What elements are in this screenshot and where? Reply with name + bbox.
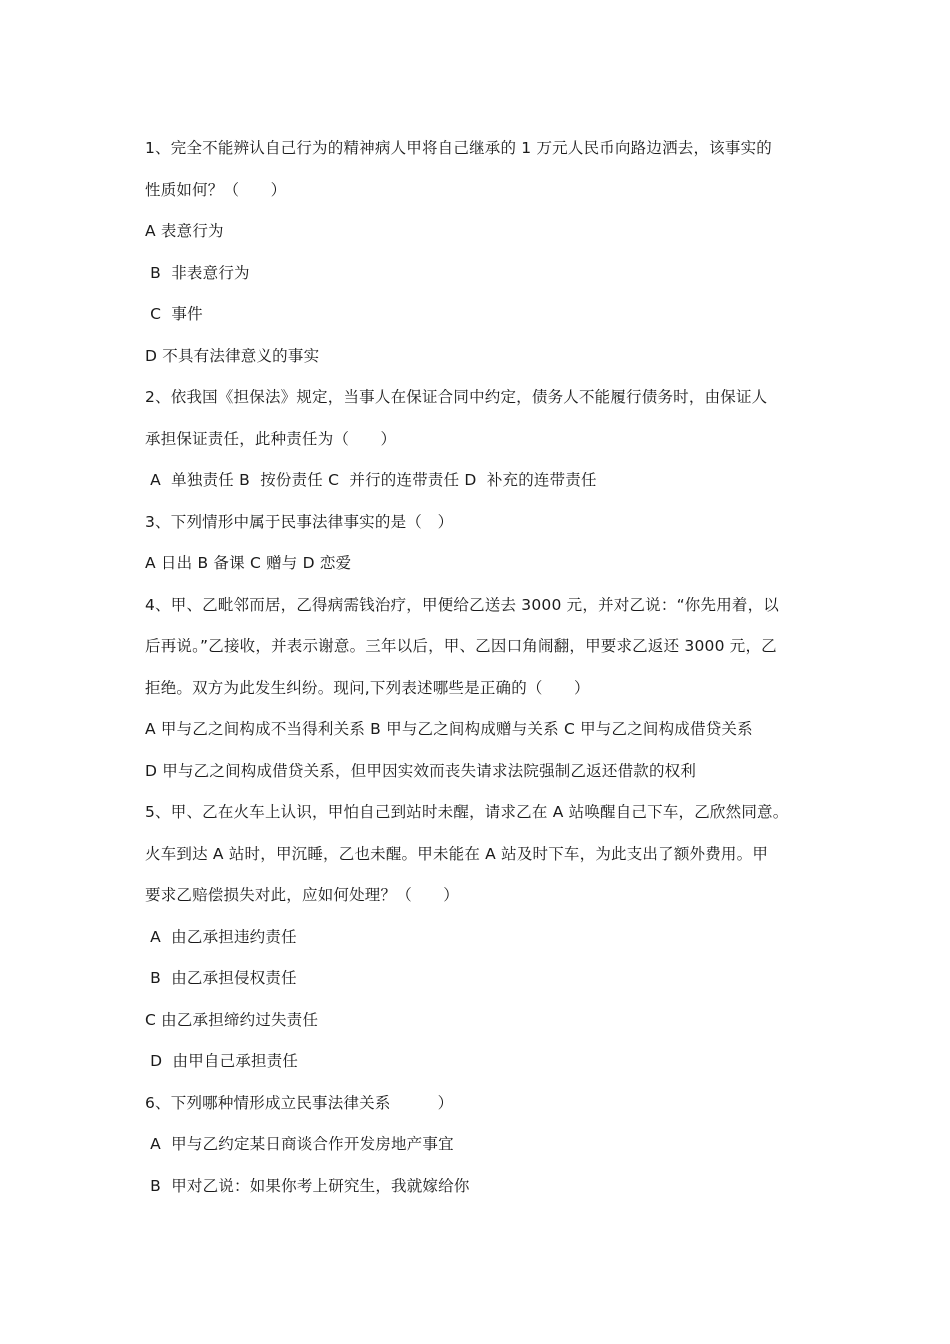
q6-stem: 6、下列哪种情形成立民事法律关系 ） (145, 1093, 454, 1112)
q4-options-line-1: A 甲与乙之间构成不当得利关系 B 甲与乙之间构成赠与关系 C 甲与乙之间构成借贷关系 (145, 720, 753, 738)
q3-stem: 3、下列情形中属于民事法律事实的是（ ） (145, 512, 454, 531)
document-body (145, 128, 815, 1207)
q5-option-c: C 由乙承担缔约过失责任 (145, 1010, 319, 1029)
q4-options-line-2: D 甲与乙之间构成借贷关系，但甲因实效而丧失请求法院强制乙返还借款的权利 (145, 761, 697, 780)
q5-stem-line-3: 要求乙赔偿损失对此，应如何处理？（ ） (145, 886, 460, 904)
q4-stem-line-3: 拒绝。双方为此发生纠纷。现问,下列表述哪些是正确的（ ） (145, 678, 590, 697)
q1-option-c: C 事件 (145, 305, 203, 323)
q2-stem-line-2: 承担保证责任，此种责任为（ ） (145, 429, 397, 448)
q6-option-b: B 甲对乙说：如果你考上研究生，我就嫁给你 (145, 1176, 470, 1195)
q5-option-d: D 由甲自己承担责任 (145, 1052, 299, 1070)
q1-option-b: B 非表意行为 (145, 263, 250, 282)
q2-options: A 单独责任 B 按份责任 C 并行的连带责任 D 补充的连带责任 (145, 471, 597, 489)
q5-option-a: A 由乙承担违约责任 (145, 927, 297, 946)
q5-stem-line-2: 火车到达 A 站时，甲沉睡，乙也未醒。甲未能在 A 站及时下车，为此支出了额外费用。甲 (145, 844, 769, 863)
q1-stem-line-2: 性质如何？（ ） (145, 180, 287, 199)
q1-stem-line-1: 1、完全不能辨认自己行为的精神病人甲将自己继承的 1 万元人民币向路边洒去，该事实的 (145, 139, 772, 157)
q4-stem-line-2: 后再说。”乙接收，并表示谢意。三年以后，甲、乙因口角闹翻，甲要求乙返还 3000 元，乙 (145, 637, 777, 655)
q4-stem-line-1: 4、甲、乙毗邻而居，乙得病需钱治疗，甲便给乙送去 3000 元，并对乙说：“你先用着，以 (145, 595, 779, 614)
q2-stem-line-1: 2、依我国《担保法》规定，当事人在保证合同中约定，债务人不能履行债务时，由保证人 (145, 388, 768, 406)
q5-option-b: B 由乙承担侵权责任 (145, 969, 297, 987)
q5-stem-line-1: 5、甲、乙在火车上认识，甲怕自己到站时未醒，请求乙在 A 站唤醒自己下车，乙欣然同意。 (145, 803, 789, 821)
q6-option-a: A 甲与乙约定某日商谈合作开发房地产事宜 (145, 1135, 454, 1153)
q1-option-a: A 表意行为 (145, 222, 224, 240)
q1-option-d: D 不具有法律意义的事实 (145, 346, 320, 365)
q3-options: A 日出 B 备课 C 赠与 D 恋爱 (145, 554, 352, 572)
